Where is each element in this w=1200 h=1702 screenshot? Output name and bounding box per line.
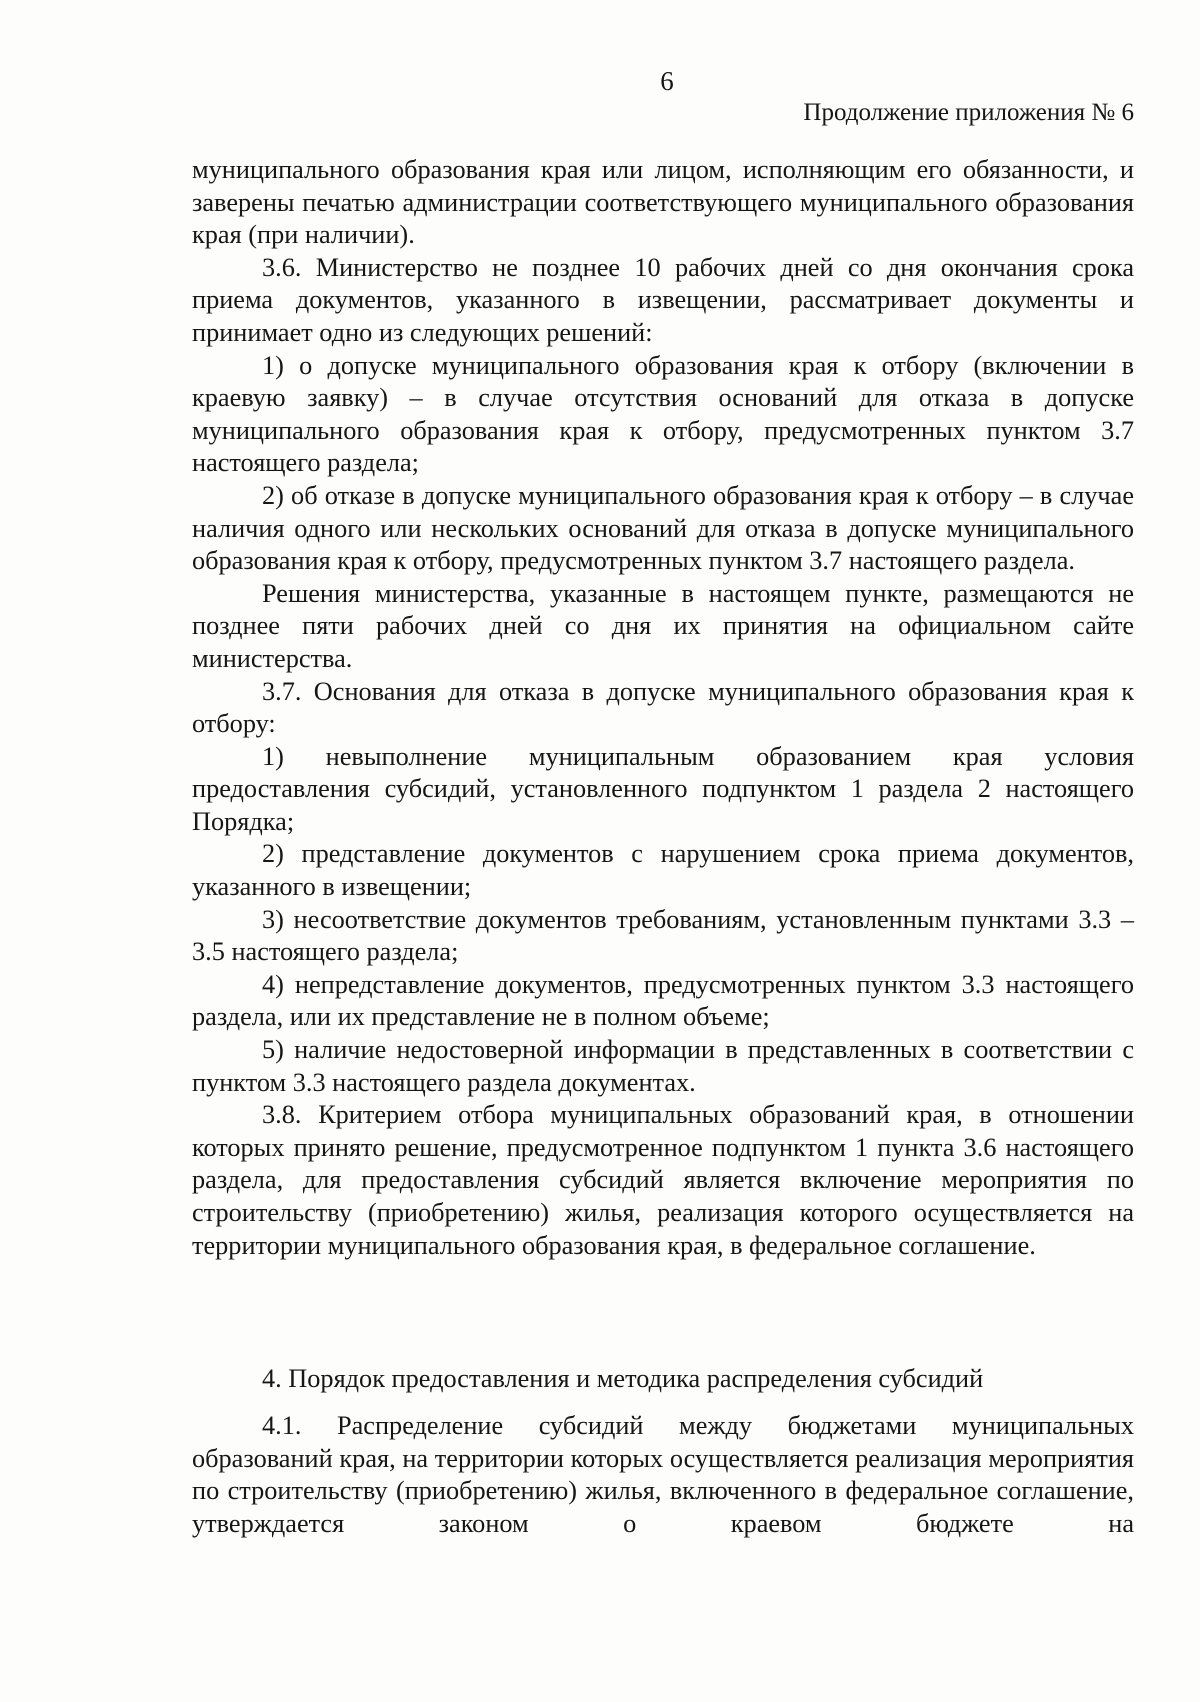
paragraph-3-7-item-1: 1) невыполнение муниципальным образованием края условия предоставления субсидий, установленного подпунктом 1 раздела 2 настоящего Порядка; xyxy=(192,741,1134,836)
section-4-heading: 4. Порядок предоставления и методика распределения субсидий xyxy=(262,1364,984,1393)
paragraph-3-7: 3.7. Основания для отказа в допуске муниципального образования края к отбору: xyxy=(192,676,1134,739)
paragraph-3-7-item-2: 2) представление документов с нарушением срока приема документов, указанного в извещении; xyxy=(192,839,1134,902)
paragraph-3-6: 3.6. Министерство не позднее 10 рабочих дней со дня окончания срока приема документов, указанного в извещении, рассматривает документы и принимает одно из следующих решений: xyxy=(192,252,1134,347)
paragraph-3-6-item-2: 2) об отказе в допуске муниципального образования края к отбору – в случае наличия одного или нескольких оснований для отказа в допуске муниципального образования края к отбору, предусмотренных пунктом 3.7 настоящего раздела. xyxy=(192,480,1134,576)
paragraph-3-7-item-4: 4) непредставление документов, предусмотренных пунктом 3.3 настоящего раздела, или их представление не в полном объеме; xyxy=(192,969,1134,1032)
paragraph-3-6-item-1: 1) о допуске муниципального образования края к отбору (включении в краевую заявку) – в случае отсутствия оснований для отказа в допуске муниципального образования края к отбору, предусмотренных пунктом 3.7 настоящего раздела; xyxy=(192,350,1134,478)
paragraph-4-1: 4.1. Распределение субсидий между бюджетами муниципальных образований края, на территории которых осуществляется реализация мероприятия по строительству (приобретению) жилья, включенного в федеральное соглашение, утверждается законом о краевом бюджете на xyxy=(192,1411,1134,1538)
paragraph-3-7-item-5: 5) наличие недостоверной информации в представленных в соответствии с пунктом 3.3 настоящего раздела документах. xyxy=(192,1035,1134,1097)
paragraph-3-7-item-3: 3) несоответствие документов требованиям, установленным пунктами 3.3 – 3.5 настоящего раздела; xyxy=(192,904,1134,967)
paragraph-continuation: муниципального образования края или лицом, исполняющим его обязанности, и заверены печатью администрации соответствующего муниципального образования края (при наличии). xyxy=(192,155,1134,250)
paragraph-3-6-decisions: Решения министерства, указанные в настоящем пункте, размещаются не позднее пяти рабочих дней со дня их принятия на официальном сайте министерства. xyxy=(192,578,1134,673)
section-4-body xyxy=(192,1410,1134,1540)
running-head: Продолжение приложения № 6 xyxy=(803,99,1134,126)
page-number: 6 xyxy=(660,66,674,96)
paragraph-3-8: 3.8. Критерием отбора муниципальных образований края, в отношении которых принято решение, предусмотренное подпунктом 1 пункта 3.6 настоящего раздела, для предоставления субсидий является включение мероприятия по строительству (приобретению) жилья, реализация которого осуществляется на территории муниципального образования края, в федеральное соглашение. xyxy=(192,1100,1134,1260)
body-text xyxy=(192,154,1134,1262)
